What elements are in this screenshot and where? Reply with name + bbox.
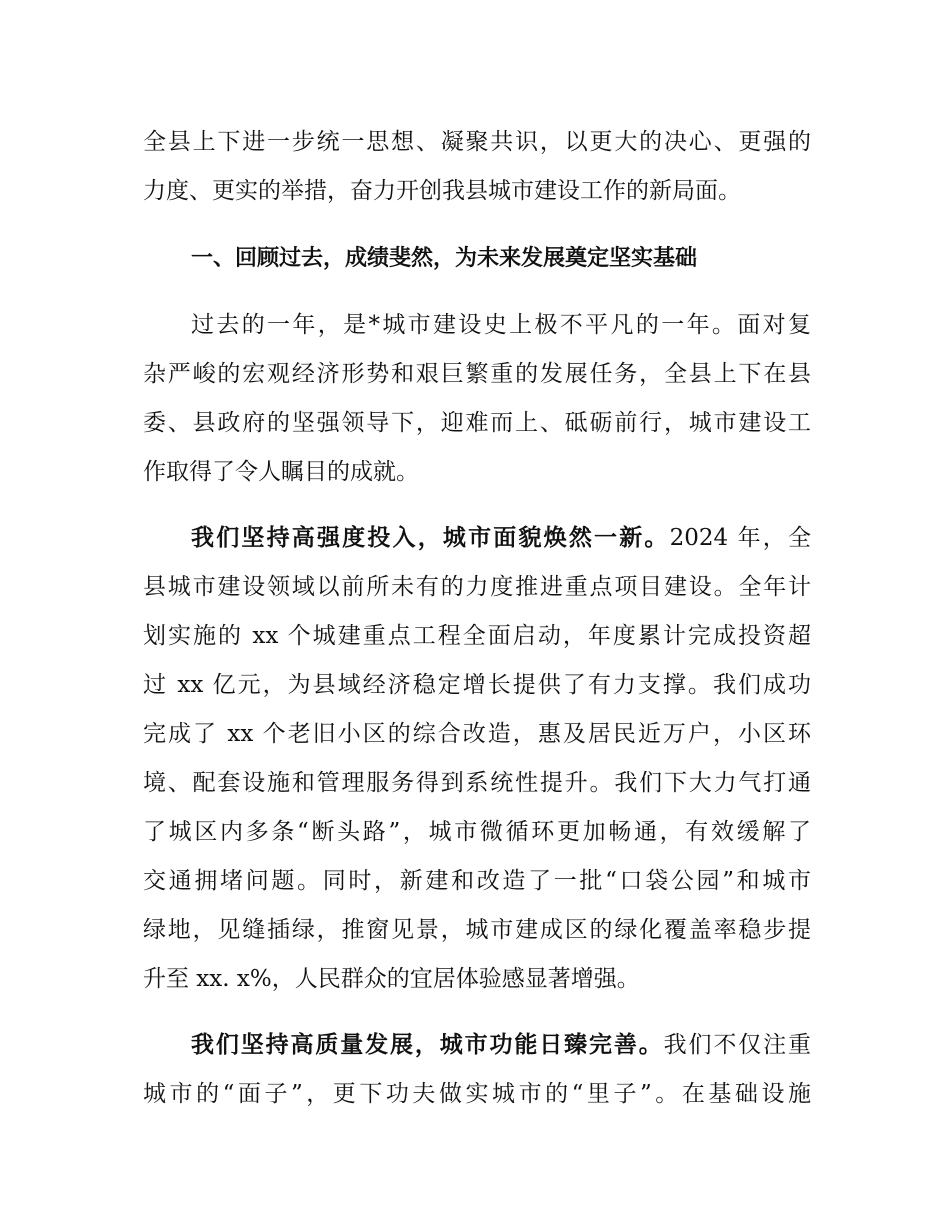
para1-line-2: 杂严峻的宏观经济形势和艰巨繁重的发展任务，全县上下在县: [143, 361, 811, 387]
para2-line-8: 交通拥堵问题。同时，新建和改造了一批“口袋公园”和城市: [143, 868, 811, 894]
para2-line-6: 境、配套设施和管理服务得到系统性提升。我们下大力气打通: [143, 770, 811, 796]
intro-line-2: 力度、更实的举措，奋力开创我县城市建设工作的新局面。: [143, 178, 741, 204]
para3-lead-rest: 我们不仅注重: [663, 1032, 811, 1058]
para2-line-9: 绿地，见缝插绿，推窗见景，城市建成区的绿化覆盖率稳步提: [143, 917, 811, 943]
intro-line-1: 全县上下进一步统一思想、凝聚共识，以更大的决心、更强的: [143, 129, 811, 155]
para2-line-2: 县城市建设领域以前所未有的力度推进重点项目建设。全年计: [143, 574, 811, 600]
para2-lead-rest: 2024 年，全: [669, 525, 811, 551]
para1-line-1: 过去的一年，是*城市建设史上极不平凡的一年。面对复: [191, 312, 811, 338]
para3-line-1: [191, 1029, 811, 1061]
para2-line-5: 完成了 xx 个老旧小区的综合改造，惠及居民近万户，小区环: [143, 721, 811, 747]
para2-line-7: 了城区内多条“断头路”，城市微循环更加畅通，有效缓解了: [143, 819, 811, 845]
para3-lead-bold: 我们坚持高质量发展，城市功能日臻完善。: [191, 1032, 664, 1058]
section-heading: 一、回顾过去，成绩斐然，为未来发展奠定坚实基础: [191, 246, 698, 271]
para1-line-3: 委、县政府的坚强领导下，迎难而上、砥砺前行，城市建设工: [143, 410, 811, 436]
para2-lead-bold: 我们坚持高强度投入，城市面貌焕然一新。: [191, 525, 670, 551]
para1-line-4: 作取得了令人瞩目的成就。: [143, 459, 419, 485]
para2-line-3: 划实施的 xx 个城建重点工程全面启动，年度累计完成投资超: [143, 623, 811, 649]
para3-line-2: 城市的“面子”，更下功夫做实城市的“里子”。在基础设施: [143, 1081, 811, 1107]
para2-line-4: 过 xx 亿元，为县域经济稳定增长提供了有力支撑。我们成功: [143, 672, 811, 698]
para2-line-10: 升至 xx. x%，人民群众的宜居体验感显著增强。: [143, 966, 640, 992]
para2-line-1: [191, 522, 811, 554]
